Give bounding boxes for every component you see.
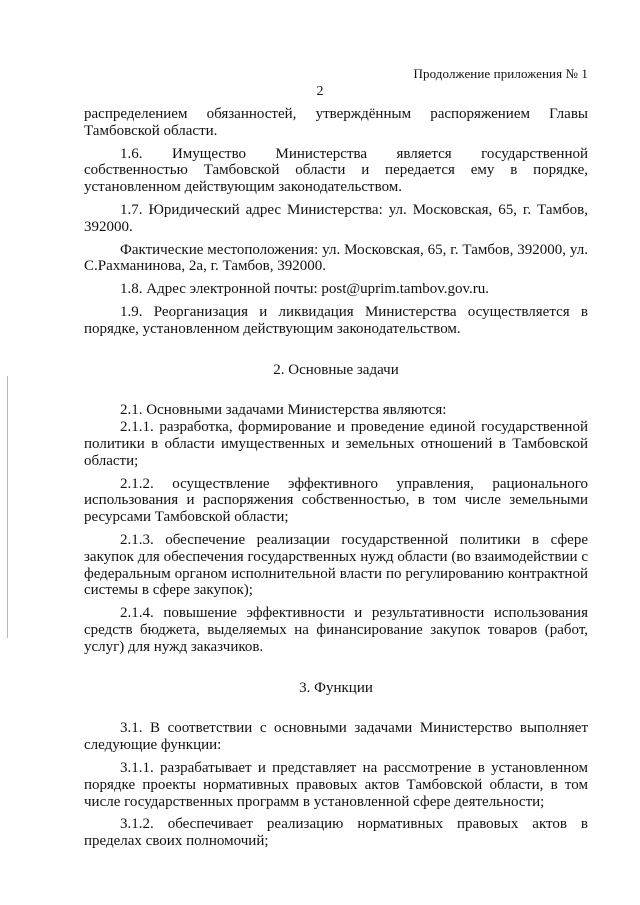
- paragraph-1-7: 1.7. Юридический адрес Министерства: ул. Московская, 65, г. Тамбов, 392000.: [84, 201, 588, 235]
- paragraph-2-1-1: 2.1.1. разработка, формирование и проведение единой государственной политики в области имущественных и земельных отношений в Тамбовской области;: [84, 419, 588, 469]
- document-body: [84, 106, 588, 850]
- paragraph-1-6: 1.6. Имущество Министерства является государственной собственностью Тамбовской области и передается ему в порядке, установленном действующим законодательством.: [84, 145, 588, 196]
- section-2-heading: 2. Основные задачи: [273, 361, 399, 378]
- page-number: 2: [316, 84, 324, 99]
- paragraph-3-1-1: 3.1.1. разрабатывает и представляет на рассмотрение в установленном порядке проекты нормативных правовых актов Тамбовской области, в том числе государственных программ в установленной сфере деятельности;: [84, 759, 588, 810]
- paragraph-1-8: 1.8. Адрес электронной почты: post@uprim.tambov.gov.ru.: [120, 281, 490, 298]
- paragraph-1-9: 1.9. Реорганизация и ликвидация Министерства осуществляется в порядке, установленном действующим законодательством.: [84, 303, 588, 337]
- section-3-heading: 3. Функции: [299, 679, 373, 696]
- paragraph-2-1-4: 2.1.4. повышение эффективности и результативности использования средств бюджета, выделяемых на финансирование закупок товаров (работ, услуг) для нужд заказчиков.: [84, 605, 588, 655]
- paragraph-2-1-3: 2.1.3. обеспечение реализации государственной политики в сфере закупок для обеспечения государственных нужд области (во взаимодействии с федеральным органом исполнительной власти по регулированию контрактной системы в сфере закупок);: [84, 531, 588, 599]
- continuation-note: Продолжение приложения № 1: [413, 66, 588, 81]
- paragraph-actual-locations: Фактические местоположения: ул. Московская, 65, г. Тамбов, 392000, ул. С.Рахманинова, 2а, г. Тамбов, 392000.: [84, 241, 588, 275]
- paragraph-3-1: 3.1. В соответствии с основными задачами Министерство выполняет следующие функции:: [84, 720, 588, 754]
- scan-margin-mark: [7, 376, 8, 638]
- paragraph-distribution: распределением обязанностей, утверждённым распоряжением Главы Тамбовской области.: [84, 106, 588, 139]
- paragraph-3-1-2: 3.1.2. обеспечивает реализацию нормативных правовых актов в пределах своих полномочий;: [84, 816, 588, 850]
- paragraph-2-1-2: 2.1.2. осуществление эффективного управления, рационального использования и распоряжения собственностью, в том числе земельными ресурсами Тамбовской области;: [84, 475, 588, 526]
- paragraph-2-1: 2.1. Основными задачами Министерства являются:: [120, 402, 447, 419]
